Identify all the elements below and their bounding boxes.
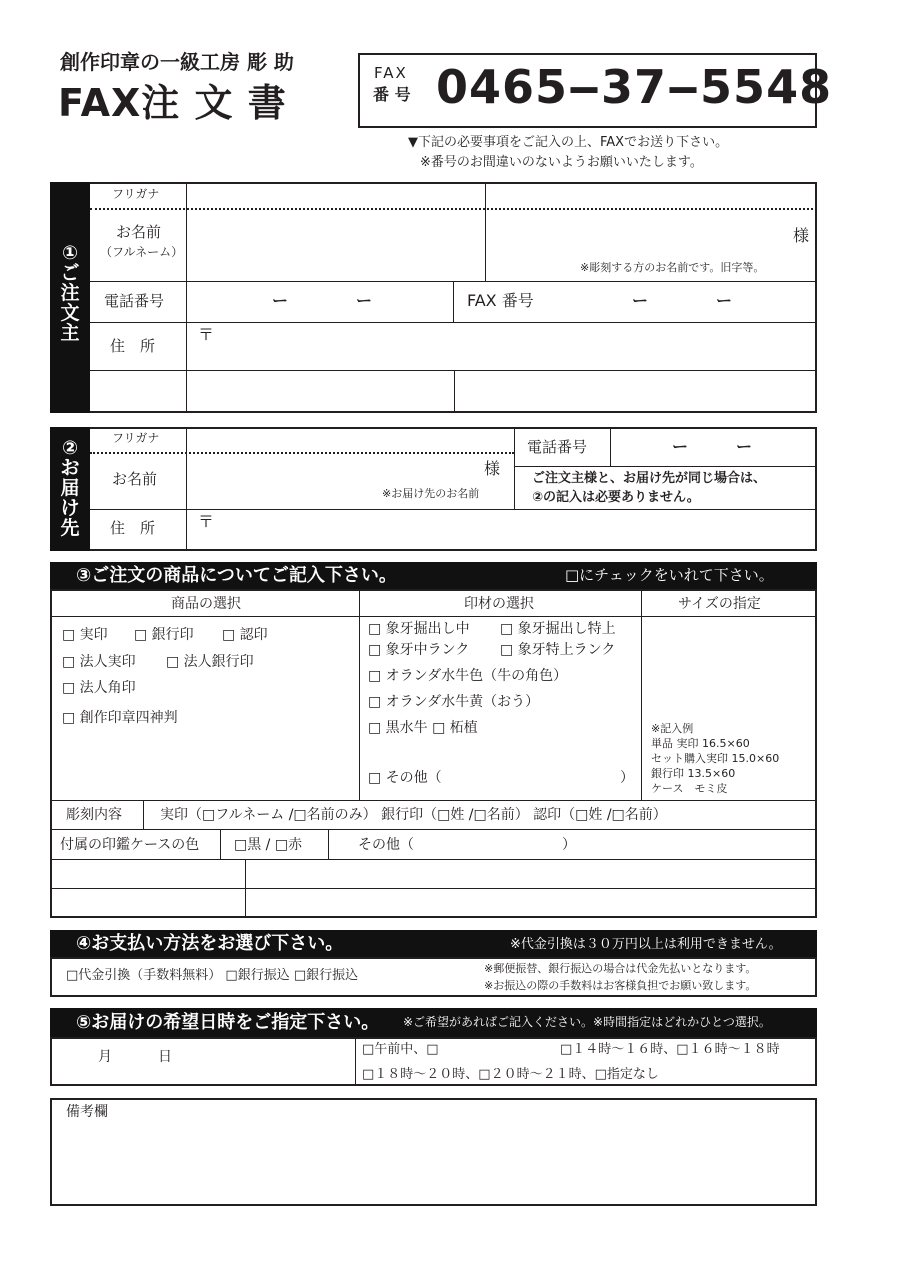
orderer-fax-dash-2: ー: [716, 291, 733, 310]
fax-number: 0465‒37‒5548: [436, 60, 833, 114]
orderer-tel-dash-1: ー: [272, 291, 289, 310]
material-zouge-chu-checkbox[interactable]: □ 象牙中ランク: [368, 642, 470, 658]
orderer-name-label: お名前: [116, 223, 162, 241]
product-yonshin-checkbox[interactable]: □ 創作印章四神判: [62, 710, 178, 726]
section-products-title: ③ご注文の商品についてご記入下さい。: [76, 565, 397, 586]
product-jitsuin-checkbox[interactable]: □ 実印: [62, 627, 108, 643]
section-payment-note: ※代金引換は３０万円以上は利用できません。: [510, 937, 782, 952]
delivery-name-label: お名前: [112, 470, 158, 488]
size-example-0: ※記入例: [651, 722, 694, 735]
orderer-tel-input[interactable]: [190, 284, 450, 320]
delivery-postal-mark: 〒: [198, 512, 215, 531]
instruction-note-1: ▼下記の必要事項をご記入の上、FAXでお送り下さい。: [408, 135, 729, 150]
material-zouge-hori-checkbox[interactable]: □ 象牙掘出し中: [368, 621, 470, 637]
product-ginko-checkbox[interactable]: □ 銀行印: [134, 627, 194, 643]
material-other-checkbox[interactable]: □ その他（: [368, 770, 442, 786]
delivery-day-label: 日: [158, 1049, 172, 1065]
delivery-tel-dash-1: ー: [672, 437, 689, 456]
size-example-1: 単品 実印 16.5×60: [651, 737, 750, 750]
size-example-3: 銀行印 13.5×60: [651, 767, 736, 780]
case-color-other-label: その他（: [358, 837, 414, 853]
orderer-address-label: 住 所: [110, 337, 156, 355]
time-option-14-18[interactable]: □１４時～１６時、□１６時～１８時: [560, 1042, 780, 1057]
material-kuro-tsuge-checkbox[interactable]: □ 黒水牛 □ 柘植: [368, 720, 478, 736]
orderer-tel-dash-2: ー: [356, 291, 373, 310]
remarks-box[interactable]: [50, 1098, 817, 1206]
section-delivery-time-title: ⑤お届けの希望日時をご指定下さい。: [76, 1012, 380, 1033]
delivery-address-label: 住 所: [110, 519, 156, 537]
material-other-input[interactable]: [458, 767, 618, 789]
orderer-fax-dash-1: ー: [632, 291, 649, 310]
orderer-fax-input[interactable]: [560, 284, 814, 320]
page-title: FAX注 文 書: [58, 81, 287, 125]
delivery-tel-label: 電話番号: [527, 438, 588, 456]
delivery-tel-dash-2: ー: [736, 437, 753, 456]
section-delivery-time-note: ※ご希望があればご記入ください。※時間指定はどれかひとつ選択。: [403, 1015, 771, 1029]
orderer-name-note: ※彫刻する方のお名前です。旧字等。: [580, 261, 765, 274]
delivery-name-note: ※お届け先のお名前: [382, 487, 480, 500]
product-mitome-checkbox[interactable]: □ 認印: [222, 627, 268, 643]
fax-label-top: FAX: [374, 64, 408, 82]
material-oranda-iro-checkbox[interactable]: □ オランダ水牛色（牛の角色）: [368, 668, 568, 684]
delivery-tel-input[interactable]: [614, 430, 814, 464]
case-color-options[interactable]: □黒 / □赤: [234, 837, 303, 853]
instruction-note-2: ※番号のお間違いのないようお願いいたします。: [420, 155, 703, 170]
delivery-month-label: 月: [98, 1049, 112, 1065]
extra-row-2-value-input[interactable]: [248, 890, 815, 916]
orderer-address-input[interactable]: [190, 326, 814, 410]
payment-note-2: ※お振込の際の手数料はお客様負担でお願い致します。: [484, 979, 757, 992]
case-color-other-close: ）: [562, 837, 576, 853]
section-orderer-title: ① ご 注 文 主: [60, 242, 80, 344]
product-hojin-kaku-checkbox[interactable]: □ 法人角印: [62, 680, 136, 696]
orderer-postal-mark: 〒: [198, 325, 215, 344]
time-option-morning[interactable]: □午前中、□: [362, 1042, 439, 1057]
engraving-options[interactable]: 実印（□フルネーム /□名前のみ） 銀行印（□姓 /□名前） 認印（□姓 /□名前）: [160, 807, 667, 823]
material-oranda-ki-checkbox[interactable]: □ オランダ水牛黄（おう）: [368, 694, 540, 710]
extra-row-2-label-input[interactable]: [52, 890, 244, 916]
payment-note-1: ※郵便振替、銀行振込の場合は代金先払いとなります。: [484, 962, 757, 975]
extra-row-1-value-input[interactable]: [248, 861, 815, 887]
delivery-month-input[interactable]: [60, 1044, 100, 1070]
delivery-address-input[interactable]: [190, 512, 814, 548]
column-material-header: 印材の選択: [464, 596, 534, 612]
engraving-label: 彫刻内容: [66, 807, 122, 823]
remarks-label: 備考欄: [66, 1104, 108, 1120]
material-zouge-hori-toku-checkbox[interactable]: □ 象牙掘出し特上: [500, 621, 616, 637]
delivery-same-note-2: ②の記入は必要ありません。: [532, 490, 700, 505]
column-product-header: 商品の選択: [171, 596, 241, 612]
orderer-furigana-label: フリガナ: [112, 187, 160, 201]
payment-options[interactable]: □代金引換（手数料無料） □銀行振込 □銀行振込: [66, 968, 359, 983]
fax-label-bottom: 番 号: [373, 85, 411, 104]
section-payment-title: ④お支払い方法をお選び下さい。: [76, 933, 344, 954]
size-example-2: セット購入実印 15.0×60: [651, 752, 780, 765]
size-input[interactable]: [645, 620, 815, 716]
orderer-fax-label: FAX 番号: [467, 291, 534, 310]
orderer-sama: 様: [793, 226, 810, 245]
material-other-close: ）: [620, 770, 634, 786]
orderer-name-input[interactable]: [190, 212, 482, 278]
delivery-sama: 様: [484, 459, 501, 478]
material-zouge-toku-checkbox[interactable]: □ 象牙特上ランク: [500, 642, 616, 658]
orderer-fullname-label: （フルネーム）: [100, 245, 184, 259]
delivery-day-input[interactable]: [118, 1044, 158, 1070]
product-hojin-jitsuin-checkbox[interactable]: □ 法人実印: [62, 654, 136, 670]
case-color-other-input[interactable]: [430, 832, 558, 856]
delivery-furigana-label: フリガナ: [112, 431, 160, 445]
section-delivery-title: ② お 届 け 先: [60, 437, 80, 539]
time-option-18-none[interactable]: □１８時～２０時、□２０時～２１時、□指定なし: [362, 1067, 659, 1082]
case-color-label: 付属の印鑑ケースの色: [60, 837, 200, 853]
delivery-same-note-1: ご注文主様と、お届け先が同じ場合は、: [532, 471, 767, 486]
product-hojin-ginko-checkbox[interactable]: □ 法人銀行印: [166, 654, 254, 670]
orderer-tel-label: 電話番号: [104, 292, 165, 310]
column-size-header: サイズの指定: [678, 596, 761, 612]
size-example-4: ケース モミ皮: [651, 782, 728, 795]
extra-row-1-label-input[interactable]: [52, 861, 244, 887]
company-name: 創作印章の一級工房 彫 助: [60, 50, 294, 74]
section-products-check-note: □にチェックをいれて下さい。: [565, 566, 774, 584]
